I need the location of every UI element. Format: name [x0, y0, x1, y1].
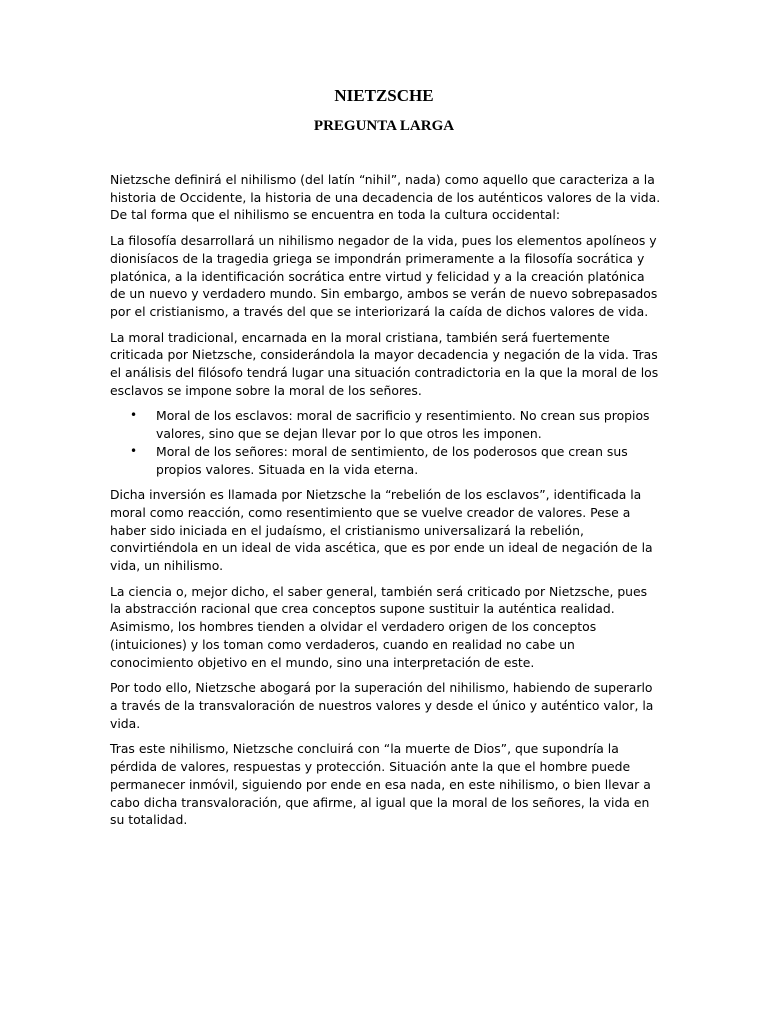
paragraph: Dicha inversión es llamada por Nietzsche la “rebelión de los esclavos”, identificada la moral como reacción, como resentimiento que se vuelve creador de valores. Pese a haber sido iniciada en el judaísmo, el cristianismo universalizará la rebelión, convirtiéndola en un ideal de vida ascética, que es por ende un ideal de negación de la vida, un nihilismo.: [110, 487, 653, 574]
bullet-icon: •: [130, 443, 138, 458]
document-body: [110, 171, 662, 837]
bullet-list: [110, 407, 662, 478]
paragraph: Por todo ello, Nietzsche abogará por la superación del nihilismo, habiendo de superarlo a través de la transvaloración de nuestros valores y desde el único y auténtico valor, la vida.: [110, 680, 654, 731]
list-item: [110, 443, 662, 478]
document-subtitle: PREGUNTA LARGA: [313, 118, 455, 134]
bullet-icon: •: [130, 408, 138, 423]
list-item-text: Moral de los esclavos: moral de sacrificio y resentimiento. No crean sus propios valores, sino que se dejan llevar por lo que otros les imponen.: [156, 408, 650, 442]
paragraph: La ciencia o, mejor dicho, el saber general, también será criticado por Nietzsche, pues la abstracción racional que crea conceptos supone sustituir la auténtica realidad. Asimismo, los hombres tienden a olvidar el verdadero origen de los conceptos (intuiciones) y los toman como verdaderos, cuando en realidad no cabe un conocimiento objetivo en el mundo, sino una interpretación de este.: [110, 583, 648, 670]
paragraph: La moral tradicional, encarnada en la moral cristiana, también será fuertemente criticada por Nietzsche, considerándola la mayor decadencia y negación de la vida. Tras el análisis del filósofo tendrá lugar una situación contradictoria en la que la moral de los esclavos se impone sobre la moral de los señores.: [110, 329, 659, 398]
document-title: NIETZSCHE: [334, 86, 434, 105]
paragraph: Tras este nihilismo, Nietzsche concluirá con “la muerte de Dios”, que supondría la pérdida de valores, respuestas y protección. Situación ante la que el hombre puede permanecer inmóvil, siguiendo por ende en esa nada, en este nihilismo, o bien llevar a cabo dicha transvaloración, que afirme, al igual que la moral de los señores, la vida en su totalidad.: [110, 741, 651, 828]
list-item-text: Moral de los señores: moral de sentimiento, de los poderosos que crean sus propios valores. Situada en la vida eterna.: [156, 443, 628, 477]
paragraph: La filosofía desarrollará un nihilismo negador de la vida, pues los elementos apolíneos y dionisíacos de la tragedia griega se impondrán primeramente a la filosofía socrática y platónica, a la identificación socrática entre virtud y felicidad y a la creación platónica de un nuevo y verdadero mundo. Sin embargo, ambos se verán de nuevo sobrepasados por el cristianismo, a través del que se interiorizará la caída de dichos valores de vida.: [110, 233, 658, 319]
list-item: [110, 407, 662, 442]
paragraph: Nietzsche definirá el nihilismo (del latín “nihil”, nada) como aquello que caracteriza a la historia de Occidente, la historia de una decadencia de los auténticos valores de la vida. De tal forma que el nihilismo se encuentra en toda la cultura occidental:: [110, 172, 661, 223]
